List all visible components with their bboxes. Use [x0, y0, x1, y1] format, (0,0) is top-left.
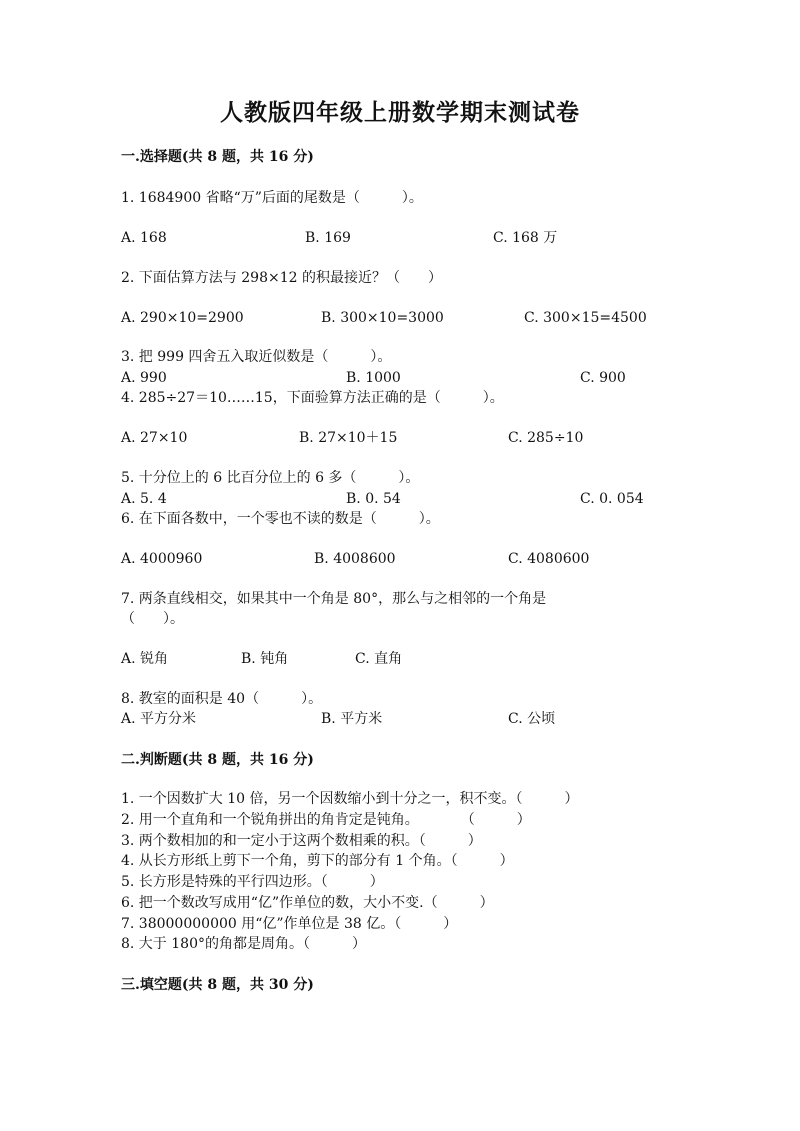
question-4-option-b: B. 27×10＋15 — [299, 430, 398, 446]
question-7-option-c: C. 直角 — [355, 651, 403, 667]
question-7-option-b: B. 钝角 — [241, 651, 289, 667]
question-4-stem: 4. 285÷27＝10……15，下面验算方法正确的是（ ）。 — [121, 390, 504, 406]
question-3-option-c: C. 900 — [580, 370, 626, 386]
question-5-option-b: B. 0. 54 — [346, 491, 401, 507]
question-4-option-c: C. 285÷10 — [508, 430, 584, 446]
question-2-option-b: B. 300×10=3000 — [321, 310, 444, 326]
question-7-option-a: A. 锐角 — [121, 651, 169, 667]
question-7-stem: 7. 两条直线相交，如果其中一个角是 80°，那么与之相邻的一个角是 — [121, 591, 547, 607]
question-1-option-b: B. 169 — [305, 230, 351, 246]
question-8-option-a: A. 平方分米 — [121, 711, 197, 727]
question-6-option-a: A. 4000960 — [121, 551, 203, 567]
section-heading-fill-in: 三.填空题(共 8 题，共 30 分) — [121, 977, 314, 993]
question-2-option-a: A. 290×10=2900 — [121, 310, 244, 326]
question-6-stem: 6. 在下面各数中，一个零也不读的数是（ ）。 — [121, 511, 440, 527]
section-heading-choice: 一.选择题(共 8 题，共 16 分) — [121, 149, 314, 165]
judgement-item-1: 1. 一个因数扩大 10 倍，另一个因数缩小到十分之一，积不变。（ ） — [121, 791, 579, 807]
judgement-item-2: 2. 用一个直角和一个锐角拼出的角肯定是钝角。 （ ） — [121, 812, 531, 828]
question-8-option-b: B. 平方米 — [321, 711, 383, 727]
question-5-option-c: C. 0. 054 — [580, 491, 644, 507]
question-5-option-a: A. 5. 4 — [121, 491, 167, 507]
question-8-stem: 8. 教室的面积是 40（ ）。 — [121, 691, 323, 707]
question-8-option-c: C. 公顷 — [508, 711, 556, 727]
judgement-item-7: 7. 38000000000 用“亿”作单位是 38 亿。（ ） — [121, 916, 458, 932]
judgement-item-4: 4. 从长方形纸上剪下一个角，剪下的部分有 1 个角。（ ） — [121, 853, 514, 869]
question-3-option-a: A. 990 — [121, 370, 167, 386]
question-2-option-c: C. 300×15=4500 — [524, 310, 647, 326]
judgement-item-5: 5. 长方形是特殊的平行四边形。（ ） — [121, 874, 384, 890]
question-3-stem: 3. 把 999 四舍五入取近似数是（ ）。 — [121, 349, 392, 365]
judgement-item-6: 6. 把一个数改写成用“亿”作单位的数，大小不变.（ ） — [121, 895, 494, 911]
question-6-option-b: B. 4008600 — [314, 551, 396, 567]
question-2-stem: 2. 下面估算方法与 298×12 的积最接近？（ ） — [121, 270, 442, 286]
question-1-stem: 1. 1684900 省略“万”后面的尾数是（ ）。 — [121, 190, 423, 206]
judgement-item-8: 8. 大于 180°的角都是周角。（ ） — [121, 936, 366, 952]
question-6-option-c: C. 4080600 — [508, 551, 590, 567]
section-heading-judgement: 二.判断题(共 8 题，共 16 分) — [121, 752, 314, 768]
question-1-option-a: A. 168 — [121, 230, 167, 246]
question-3-option-b: B. 1000 — [346, 370, 401, 386]
page-title: 人教版四年级上册数学期末测试卷 — [220, 99, 580, 126]
question-1-option-c: C. 168 万 — [493, 230, 558, 246]
judgement-item-3: 3. 两个数相加的和一定小于这两个数相乘的积。（ ） — [121, 833, 482, 849]
question-7-stem-continued: （ ）。 — [121, 611, 184, 627]
question-4-option-a: A. 27×10 — [121, 430, 188, 446]
question-5-stem: 5. 十分位上的 6 比百分位上的 6 多（ ）。 — [121, 470, 420, 486]
